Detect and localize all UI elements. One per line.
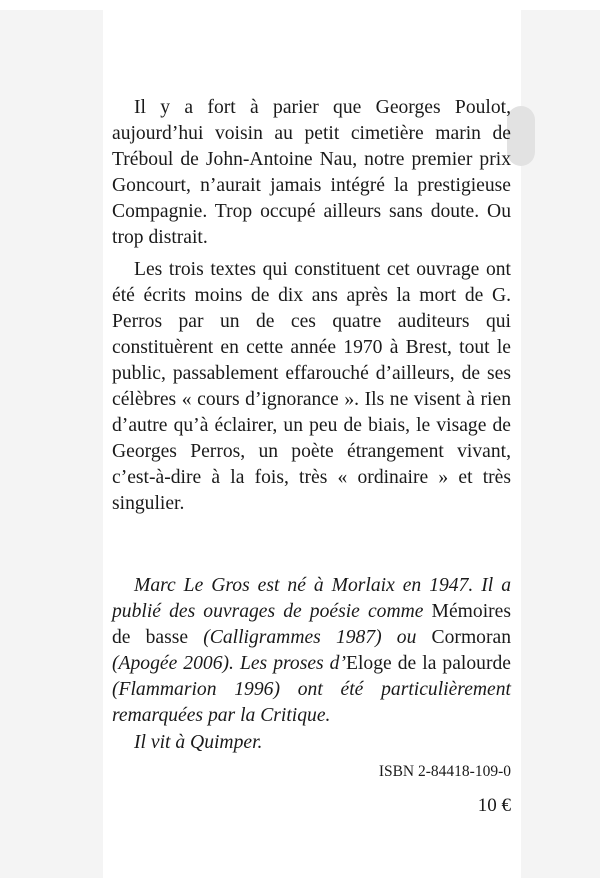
- bio-residence: Il vit à Quimper.: [134, 731, 263, 753]
- bio-text-1: Marc Le Gros est né à Morlaix en 1947. Il a publié des ouvrages de poésie comme: [112, 575, 511, 623]
- bio-title-1: Mémoires de basse: [112, 601, 511, 649]
- bio-title-2: Cormoran: [431, 627, 511, 649]
- bio-paragraph: [112, 573, 511, 730]
- author-bio: [112, 573, 511, 756]
- bio-text-3: (Apogée 2006). Les proses d’: [112, 653, 346, 675]
- isbn-number: ISBN 2-84418-109-0: [378, 763, 511, 780]
- paragraph-2: Les trois textes qui constituent cet ouvrage ont été écrits moins de dix ans après la mort de G. Perros par un de ces quatre auditeurs qui constituèrent en cette année 1970 à Brest, tout le public, passablement effarouché d’ailleurs, de ses célèbres « cours d’ignorance ». Ils ne visent à rien d’autre qu’à éclairer, un peu de biais, le visage de Georges Perros, un poète étrangement vivant, c’est-à-dire à la fois, très « ordinaire » et très singulier.: [112, 258, 511, 515]
- price: 10 €: [477, 795, 511, 816]
- bio-title-3: Eloge de la palourde: [346, 653, 511, 675]
- paragraph-1: Il y a fort à parier que Georges Poulot, aujourd’hui voisin au petit cimetière marin de Tréboul de John-Antoine Nau, notre premier prix Goncourt, n’aurait jamais intégré la prestigieuse Compagnie. Trop occupé ailleurs sans doute. Ou trop distrait.: [112, 97, 511, 249]
- bio-text-2: (Calligrammes 1987) ou: [188, 627, 432, 649]
- back-cover-text: [112, 95, 511, 523]
- bio-text-4: (Flammarion 1996) ont été particulièrement remarquées par la Critique.: [112, 679, 511, 727]
- page-edge-tab: [507, 106, 535, 166]
